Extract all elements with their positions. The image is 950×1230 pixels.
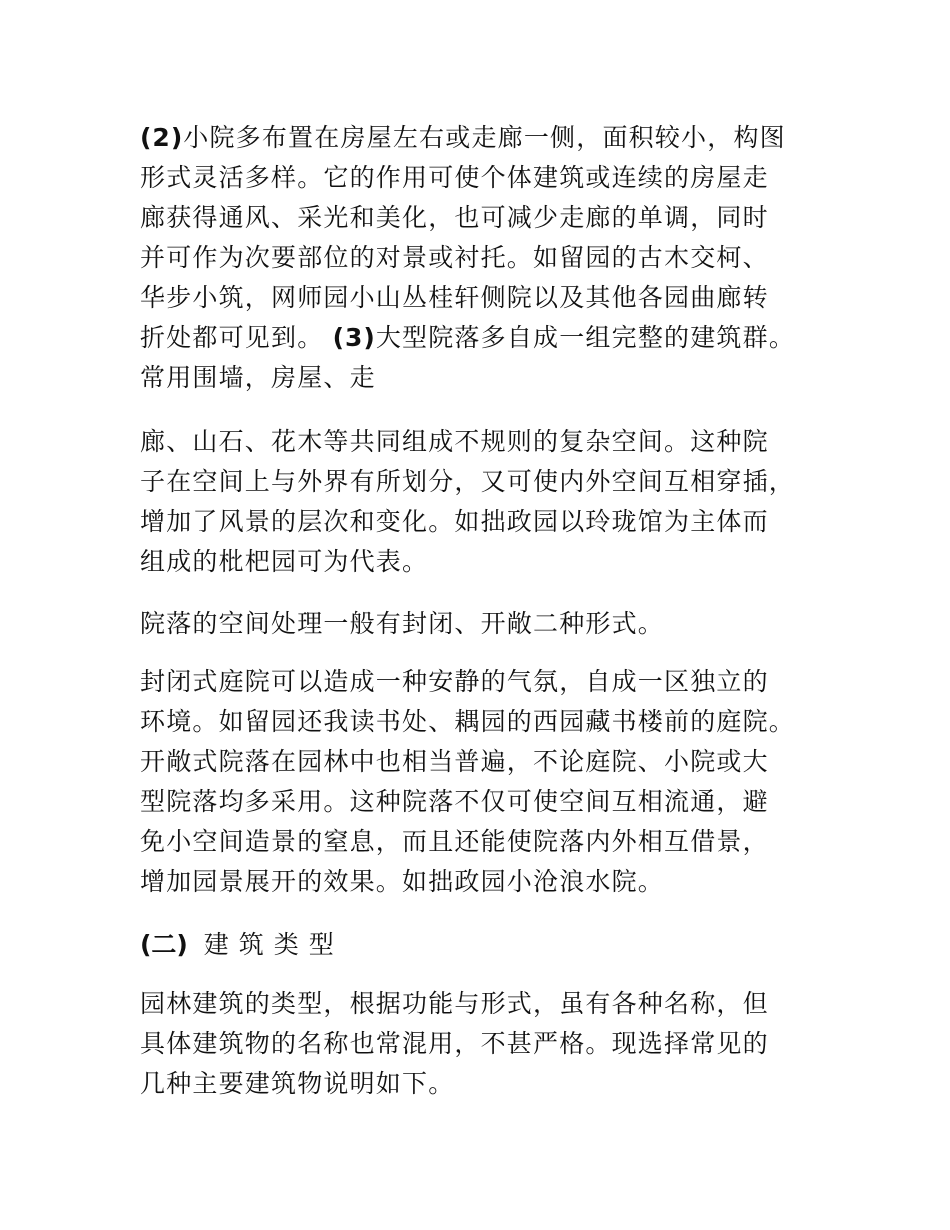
text-line: 园林建筑的类型，根据功能与形式，虽有各种名称，但 xyxy=(140,989,769,1018)
paragraph-closed-open-courtyard xyxy=(140,662,820,902)
text-line xyxy=(140,118,820,158)
text-line: 几种主要建筑物说明如下。 xyxy=(140,1069,455,1098)
text-line: 增加园景展开的效果。如拙政园小沧浪水院。 xyxy=(140,867,665,896)
text-run: 折处都可见到。 xyxy=(140,323,333,352)
heading-title: 建筑类型 xyxy=(203,930,344,959)
text-line: 子在空间上与外界有所划分，又可使内外空间互相穿插， xyxy=(140,467,796,496)
text-line: 组成的枇杷园可为代表。 xyxy=(140,547,429,576)
text-line: 华步小筑，网师园小山丛桂轩侧院以及其他各园曲廊转 xyxy=(140,283,769,312)
text-line: 具体建筑物的名称也常混用，不甚严格。现选择常见的 xyxy=(140,1029,769,1058)
paragraph-large-courtyard-continued xyxy=(140,422,820,582)
text-line: 开敞式院落在园林中也相当普遍，不论庭院、小院或大 xyxy=(140,747,769,776)
text-line: 免小空间造景的窒息，而且还能使院落内外相互借景， xyxy=(140,827,769,856)
list-marker: (2) xyxy=(140,123,184,152)
text-line: 封闭式庭院可以造成一种安静的气氛，自成一区独立的 xyxy=(140,667,769,696)
paragraph-building-types xyxy=(140,984,820,1104)
text-line: 形式灵活多样。它的作用可使个体建筑或连续的房屋走 xyxy=(140,163,769,192)
text-line: 型院落均多采用。这种院落不仅可使空间互相流通，避 xyxy=(140,787,769,816)
heading-number: (二) xyxy=(140,930,188,959)
text-run: 小院多布置在房屋左右或走廊一侧，面积较小，构图 xyxy=(183,123,786,152)
text-line xyxy=(140,318,820,358)
text-line: 常用围墙，房屋、走 xyxy=(140,363,376,392)
text-run: 大型院落多自成一组完整的建筑群。 xyxy=(375,323,796,352)
text-line: 并可作为次要部位的对景或衬托。如留园的古木交柯、 xyxy=(140,243,769,272)
list-marker: (3) xyxy=(332,323,376,352)
text-line: 廊获得通风、采光和美化，也可减少走廊的单调，同时 xyxy=(140,203,769,232)
paragraph-small-courtyard xyxy=(140,118,820,398)
text-line: 廊、山石、花木等共同组成不规则的复杂空间。这种院 xyxy=(140,427,769,456)
heading-line xyxy=(140,925,820,965)
text-line: 环境。如留园还我读书处、耦园的西园藏书楼前的庭院。 xyxy=(140,707,796,736)
text-line: 增加了风景的层次和变化。如拙政园以玲珑馆为主体而 xyxy=(140,507,769,536)
text-line: 院落的空间处理一般有封闭、开敞二种形式。 xyxy=(140,609,665,638)
section-heading xyxy=(140,925,820,965)
paragraph-space-treatment xyxy=(140,604,820,644)
